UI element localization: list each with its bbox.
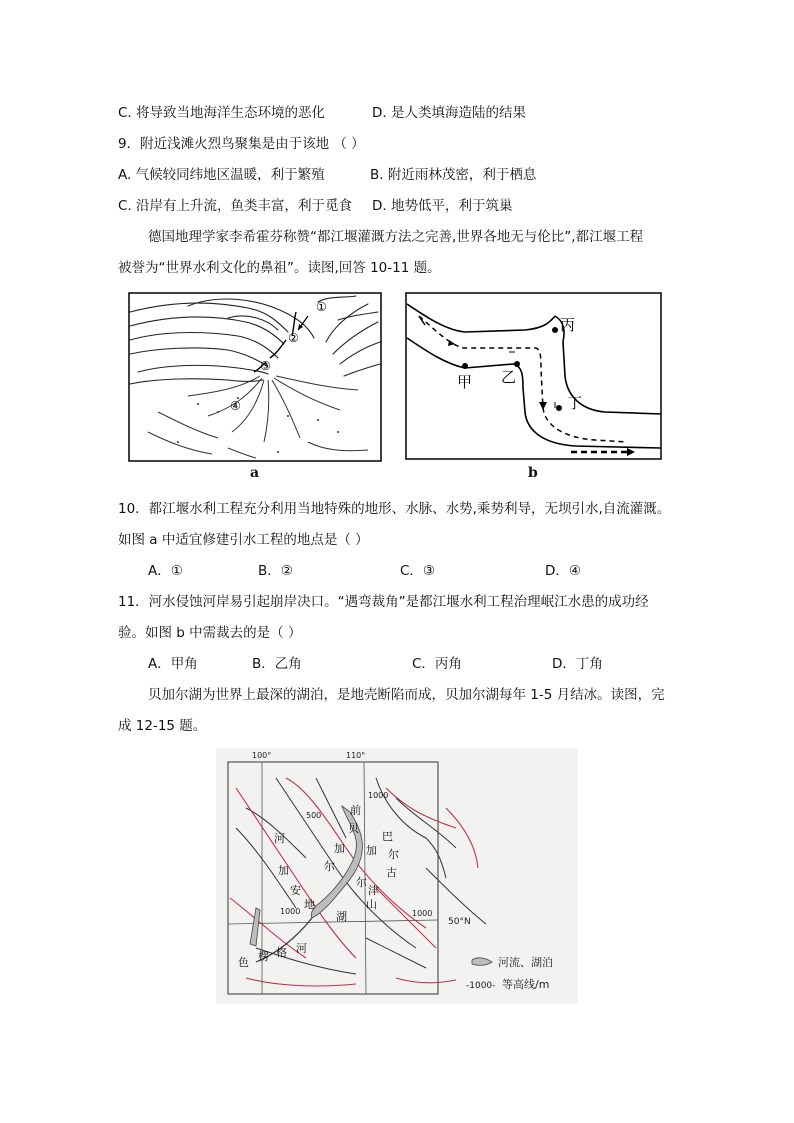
figure-a-label: a (250, 465, 260, 481)
label-lake-hu: 湖 (336, 910, 347, 923)
point-jia: 甲 (457, 373, 473, 391)
lon-100: 100° (252, 751, 272, 760)
legend-contour-label: 等高线/m (502, 978, 550, 991)
contour-1000-a: 1000 (368, 791, 389, 800)
q9-option-b: B. 附近雨林茂密，利于栖息 (370, 167, 537, 183)
baikal-map (216, 748, 578, 1004)
q10-stem-line2: 如图 a 中适宜修建引水工程的地点是（ ） (118, 532, 369, 548)
intro-10-11-line2: 被誉为“世界水利文化的鼻祖”。读图,回答 10-11 题。 (118, 260, 441, 276)
label-bei: 贝 (348, 822, 359, 835)
contour-500: 500 (306, 811, 322, 820)
label-ge: 格 (276, 946, 287, 959)
label-se: 色 (238, 956, 249, 969)
legend-water-label: 河流、湖泊 (498, 956, 553, 969)
label-di: 地 (304, 898, 315, 911)
marker-2: ② (288, 331, 299, 345)
figure-b-drawing (405, 292, 662, 460)
label-er-1: 尔 (324, 860, 335, 873)
legend-contour-sample: -1000- (466, 981, 496, 991)
label-jia-1: 加 (334, 842, 345, 855)
label-lake-er: 尔 (356, 876, 367, 889)
marker-4: ④ (230, 399, 241, 413)
contour-1000-c: 1000 (412, 909, 433, 918)
q8-option-c: C. 将导致当地海洋生态环境的恶化 (118, 105, 326, 121)
intro-10-11-line1: 德国地理学家李希霍芬称赞“都江堰灌溉方法之完善,世界各地无与伦比”,都江堰工程 (148, 229, 644, 245)
label-leng: 楞 (258, 950, 269, 963)
q10-option-a: A．① (148, 563, 183, 579)
q11-option-a: A．甲角 (148, 656, 198, 672)
lon-110: 110° (346, 751, 366, 760)
q11-option-b: B．乙角 (252, 656, 302, 672)
q8-option-d: D. 是人类填海造陆的结果 (372, 105, 526, 121)
label-lake-jia: 加 (366, 844, 377, 857)
intro-12-15-line1: 贝加尔湖为世界上最深的湖泊，是地壳断陷而成，贝加尔湖每年 1-5 月结冰。读图，完 (148, 687, 665, 703)
q9-option-c: C. 沿岸有上升流，鱼类丰富，利于觅食 (118, 198, 353, 214)
figure-b (405, 292, 662, 460)
marker-3: ③ (260, 359, 271, 373)
baikal-map-drawing (216, 748, 578, 1004)
label-ba: 巴 (382, 830, 393, 843)
q9-stem: 9．附近浅滩火烈鸟聚集是由于该地 （ ） (118, 136, 365, 152)
label-qian: 前 (350, 804, 361, 817)
point-yi: 乙 (501, 368, 517, 386)
label-gu: 古 (386, 866, 397, 879)
label-shan: 山 (366, 898, 377, 911)
q10-option-d: D．④ (545, 563, 581, 579)
q11-option-c: C．丙角 (412, 656, 462, 672)
label-jin: 津 (368, 884, 379, 897)
label-river: 河 (296, 942, 307, 955)
contour-1000-b: 1000 (280, 907, 301, 916)
marker-1: ① (316, 300, 327, 314)
figure-a (128, 292, 382, 462)
q9-option-d: D. 地势低平，利于筑巢 (372, 198, 513, 214)
figure-b-label: b (528, 465, 538, 481)
q10-stem-line1: 10．都江堰水利工程充分利用当地特殊的地形、水脉、水势,乘势利导，无坝引水,自流灌溉。 (118, 501, 671, 517)
figure-a-drawing (128, 292, 382, 462)
label-jia-2: 加 (278, 864, 289, 877)
q11-option-d: D．丁角 (552, 656, 603, 672)
label-an: 安 (290, 884, 301, 897)
lat-50: 50°N (448, 917, 471, 927)
point-ding: 丁 (567, 394, 583, 412)
q10-option-b: B．② (258, 563, 293, 579)
label-er-2: 尔 (388, 848, 399, 861)
q11-stem-line2: 验。如图 b 中需裁去的是（ ） (118, 625, 302, 641)
q10-option-c: C．③ (400, 563, 436, 579)
intro-12-15-line2: 成 12-15 题。 (118, 718, 207, 734)
q9-option-a: A. 气候较同纬地区温暖，利于繁殖 (118, 167, 325, 183)
label-he: 河 (274, 832, 285, 845)
point-bing: 丙 (560, 316, 576, 334)
q11-stem-line1: 11．河水侵蚀河岸易引起崩岸决口。“遇弯裁角”是都江堰水利工程治理岷江水患的成功经 (118, 594, 649, 610)
